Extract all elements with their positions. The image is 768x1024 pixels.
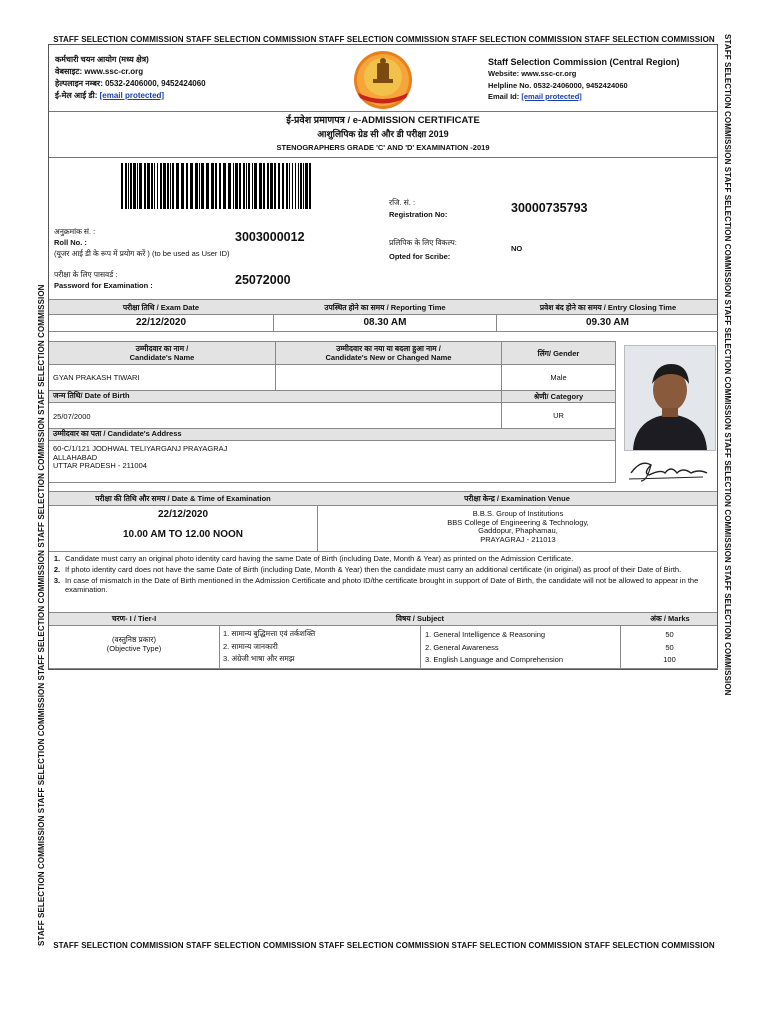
reg-value: 30000735793 (511, 201, 588, 215)
roll-note: (यूजर आई डी के रूप में प्रयोग करें ) (to be used as User ID) (54, 249, 230, 258)
exam-date-header: परीक्षा तिथि / Exam Date (122, 302, 200, 312)
instruction-text: Candidate must carry an original photo identity card having the same Date of Birth (including Date, Month & Year) as printed on the Admission Certificate. (65, 554, 574, 563)
name-header-cell (49, 341, 276, 365)
venue-line: B.B.S. Group of Institutions (472, 509, 564, 518)
candidate-signature (621, 451, 717, 485)
watermark-top: STAFF SELECTION COMMISSION STAFF SELECTION COMMISSION STAFF SELECTION COMMISSION STAFF SELECTION COMMISSION STAFF SELECTION COMMISSION (53, 35, 715, 44)
barcode-bar (246, 163, 247, 209)
name-header-en: Candidate's Name (129, 353, 195, 362)
barcode-bar (128, 163, 129, 209)
reporting-time-value: 08.30 AM (274, 314, 497, 332)
venue-line: Gaddopur, Phaphamau, (478, 526, 558, 535)
barcode-bar (289, 163, 290, 209)
tier-type-hi: (वस्तुनिष्ठ प्रकार) (111, 635, 156, 644)
scribe-label-hi: प्रलिपिक के लिए विकल्प: (389, 238, 457, 247)
instruction-number: 2. (53, 565, 61, 574)
barcode-bar (206, 163, 209, 209)
barcode-bar (252, 163, 253, 209)
helpline-en: Helpline No. 0532-2406000, 9452424060 (488, 81, 628, 90)
password-value: 25072000 (235, 273, 291, 287)
email-label-hi: ई-मेल आई डी: (55, 91, 98, 100)
website-en: Website: www.ssc-cr.org (488, 69, 577, 78)
barcode-bar (278, 163, 280, 209)
instruction-text: If photo identity card does not have the same Date of Birth (including Date, Month & Year) then the candidate must carry an additional certificate (in original) as proof of their Date of Birth. (65, 565, 682, 574)
email-row-hi (55, 91, 164, 101)
marks-value: 50 (665, 630, 674, 639)
address-header: उम्मीदवार का पता / Candidate's Address (49, 429, 616, 441)
category-value: UR (502, 403, 616, 429)
instruction-text: In case of mismatch in the Date of Birth mentioned in the Admission Certificate and photo ID/the certificate brought in support of Date of Birth, the candidate will not be allowed to appear in the examination. (65, 576, 699, 594)
org-name-en: Staff Selection Commission (Central Region) (488, 57, 680, 67)
barcode-bar (303, 163, 304, 209)
website-hi: वेबसाइट: www.ssc-cr.org (55, 67, 144, 76)
marks-value: 50 (665, 642, 674, 652)
barcode-bar (309, 163, 311, 209)
barcode-bar (243, 163, 245, 209)
subjects-hi-cell (220, 625, 421, 669)
watermark-right: STAFF SELECTION COMMISSION STAFF SELECTION COMMISSION STAFF SELECTION COMMISSION STAFF SELECTION COMMISSION STAFF SELECTION COMMISSION (723, 34, 732, 696)
address-line: UTTAR PRADESH - 211004 (53, 461, 147, 470)
exam-time: 10.00 AM TO 12.00 NOON (122, 529, 244, 540)
barcode-bar (239, 163, 241, 209)
barcode-bar (139, 163, 142, 209)
barcode-bar (263, 163, 265, 209)
org-name-hi: कर्मचारी चयन आयोग (मध्य क्षेत्र) (55, 55, 149, 64)
barcode-bar (274, 163, 276, 209)
barcode-bar (167, 163, 169, 209)
marks-cell (621, 625, 718, 669)
exam-venue-cell (318, 505, 718, 552)
exam-datetime-cell (49, 505, 318, 552)
barcode-bar (235, 163, 238, 209)
barcode-bar (172, 163, 174, 209)
barcode-bar (130, 163, 132, 209)
barcode-bar (199, 163, 200, 209)
marks-header: अंक / Marks (650, 614, 690, 623)
divider (49, 111, 717, 112)
barcode-bar (133, 163, 136, 209)
person-photo-icon (625, 346, 715, 450)
barcode-bar (157, 163, 158, 209)
gender-value: Male (502, 365, 616, 391)
roll-value: 3003000012 (235, 230, 305, 244)
helpline-hi: हेल्पलाइन नम्बर: 0532-2406000, 9452424060 (55, 79, 206, 88)
entry-closing-header: प्रवेश बंद होने का समय / Entry Closing Time (539, 302, 677, 312)
new-name-header-cell (276, 341, 502, 365)
barcode-bar (125, 163, 127, 209)
barcode-bar (259, 163, 262, 209)
new-name-header-hi: उम्मीदवार का नया या बदला हुआ नाम / (336, 344, 441, 353)
tier-header: चरण- I / Tier-I (111, 614, 157, 623)
instruction-number: 3. (53, 576, 61, 585)
barcode-bar (267, 163, 269, 209)
barcode-bar (295, 163, 296, 209)
barcode-bar (270, 163, 273, 209)
watermark-bottom: STAFF SELECTION COMMISSION STAFF SELECTION COMMISSION STAFF SELECTION COMMISSION STAFF SELECTION COMMISSION STAFF SELECTION COMMISSION (53, 941, 715, 950)
tier-type-cell (49, 625, 220, 669)
instruction-item (49, 554, 719, 563)
subject-en: 3. English Language and Comprehension (425, 655, 564, 664)
barcode-bar (147, 163, 150, 209)
barcode-bar (248, 163, 250, 209)
instructions (49, 553, 719, 594)
candidate-new-name (276, 365, 502, 391)
address-block (49, 441, 616, 483)
marks-value: 100 (663, 655, 676, 664)
barcode-bar (305, 163, 308, 209)
roll-label-en: Roll No. : (54, 238, 87, 247)
barcode-bar (176, 163, 179, 209)
password-label-en: Password for Examination : (54, 281, 153, 290)
exam-date-value: 22/12/2020 (49, 314, 274, 332)
email-row-en (488, 92, 582, 101)
address-line: 60-C/1/121 JODHWAL TELIYARGANJ PRAYAGRAJ (53, 444, 228, 453)
subjects-en-cell (421, 625, 621, 669)
scribe-value: NO (511, 244, 523, 253)
subject-en: 2. General Awareness (425, 642, 499, 652)
email-label-en: Email Id: (488, 92, 520, 101)
barcode-bar (223, 163, 226, 209)
email-link-hi[interactable]: [email protected] (99, 91, 165, 100)
barcode-icon (121, 163, 313, 209)
barcode-bar (163, 163, 166, 209)
dob-value: 25/07/2000 (49, 403, 502, 429)
barcode-bar (219, 163, 221, 209)
subject-hi: 2. सामान्य जानकारी (223, 641, 278, 651)
divider (49, 157, 717, 158)
venue-line: PRAYAGRAJ - 211013 (480, 534, 556, 544)
barcode-bar (170, 163, 171, 209)
barcode-bar (233, 163, 234, 209)
barcode-bar (201, 163, 204, 209)
exam-title-en: STENOGRAPHERS GRADE 'C' AND 'D' EXAMINATION -2019 (276, 143, 490, 152)
signature-icon (621, 451, 717, 485)
instruction-item (49, 565, 719, 574)
instruction-number: 1. (53, 554, 61, 563)
barcode-bar (286, 163, 288, 209)
candidate-name: GYAN PRAKASH TIWARI (49, 365, 276, 391)
candidate-photo (624, 345, 716, 451)
barcode-bar (160, 163, 162, 209)
barcode-bar (215, 163, 217, 209)
subject-hi: 1. सामान्य बुद्धिमत्ता एवं तर्कशक्ति (223, 629, 316, 638)
barcode-bar (292, 163, 293, 209)
admission-certificate (48, 44, 718, 670)
address-line: ALLAHABAD (53, 452, 98, 462)
barcode-bar (144, 163, 146, 209)
scribe-label-en: Opted for Scribe: (389, 252, 451, 261)
barcode-bar (298, 163, 299, 209)
subject-en: 1. General Intelligence & Reasoning (425, 630, 546, 639)
exam-title-hi: आशुलिपिक ग्रेड सी और डी परीक्षा 2019 (317, 129, 449, 139)
barcode (121, 163, 313, 209)
subject-header: विषय / Subject (395, 614, 445, 623)
barcode-bar (195, 163, 198, 209)
barcode-bar (211, 163, 214, 209)
ssc-logo (344, 49, 422, 111)
venue-line: BBS College of Engineering & Technology, (447, 517, 589, 527)
gender-header: लिंग/ Gender (502, 341, 616, 365)
barcode-bar (300, 163, 302, 209)
name-header-hi: उम्मीदवार का नाम / (135, 344, 189, 353)
certificate-title: ई-प्रवेश प्रमाणपत्र / e-ADMISSION CERTIFICATE (286, 115, 480, 126)
barcode-bar (190, 163, 193, 209)
subject-hi: 3. अंग्रेजी भाषा और समझ (223, 654, 295, 663)
dob-header: जन्म तिथि/ Date of Birth (49, 391, 502, 403)
barcode-bar (137, 163, 138, 209)
reporting-time-header: उपस्थित होने का समय / Reporting Time (324, 302, 446, 312)
exam-venue-header: परीक्षा केन्द्र / Examination Venue (464, 493, 570, 503)
watermark-left: STAFF SELECTION COMMISSION STAFF SELECTION COMMISSION STAFF SELECTION COMMISSION STAFF SELECTION COMMISSION STAFF SELECTION COMMISSION (37, 284, 46, 946)
email-link-en[interactable]: [email protected] (521, 92, 582, 101)
barcode-bar (254, 163, 257, 209)
barcode-bar (228, 163, 231, 209)
barcode-bar (186, 163, 188, 209)
reg-label-en: Registration No: (389, 210, 448, 219)
exam-datetime-header: परीक्षा की तिथि और समय / Date & Time of Examination (95, 493, 271, 503)
exam-date: 22/12/2020 (157, 509, 209, 520)
password-label-hi: परीक्षा के लिए पासवर्ड : (54, 270, 118, 279)
barcode-bar (121, 163, 123, 209)
roll-label-hi: अनुक्रमांक सं. : (54, 227, 96, 236)
barcode-bar (282, 163, 284, 209)
instruction-item (49, 576, 719, 594)
tier-type-en: (Objective Type) (106, 644, 162, 653)
entry-closing-value: 09.30 AM (497, 314, 718, 332)
reg-label-hi: रजि. सं. : (389, 198, 416, 207)
ssc-emblem-icon (344, 49, 422, 111)
category-header: श्रेणी/ Category (502, 391, 616, 403)
new-name-header-en: Candidate's New or Changed Name (325, 353, 452, 362)
barcode-bar (181, 163, 184, 209)
barcode-bar (154, 163, 155, 209)
barcode-bar (151, 163, 153, 209)
